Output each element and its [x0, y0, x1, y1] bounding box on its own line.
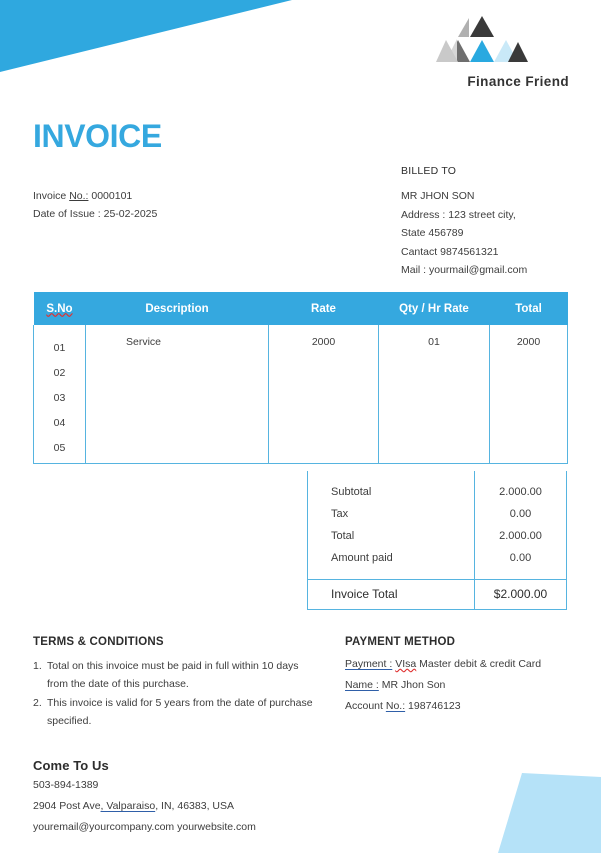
tax-label: Tax: [308, 503, 475, 525]
payment-method-heading: PAYMENT METHOD: [345, 636, 456, 648]
serial-number: 01: [53, 342, 66, 354]
company-address-line: [33, 797, 363, 815]
brand-logo: [394, 14, 569, 89]
come-to-us-heading: Come To Us: [33, 758, 109, 773]
invoice-total-value: $2.000.00: [475, 579, 567, 609]
terms-item-number: 1.: [33, 660, 42, 672]
date-of-issue-value: 25-02-2025: [103, 208, 158, 220]
invoice-number-line: [33, 187, 157, 205]
company-address-city: , Valparaiso: [100, 800, 156, 812]
company-email: youremail@yourcompany.com: [33, 821, 175, 833]
cell-serial-numbers: [34, 325, 86, 463]
payment-name-label: Name :: [345, 679, 379, 691]
totals-row-total: [308, 525, 567, 547]
invoice-number-prefix: Invoice: [33, 190, 70, 202]
table-row: [34, 325, 568, 463]
line-items-table: [33, 292, 568, 464]
invoice-number-value: 0000101: [91, 190, 133, 202]
cell-rate: 2000: [269, 325, 379, 463]
amount-paid-value: 0.00: [475, 547, 567, 579]
column-header-sno: S.No: [34, 292, 86, 325]
payment-account-prefix: Account: [345, 700, 386, 712]
payment-label: Payment :: [345, 658, 393, 670]
payment-rest: Master debit & credit Card: [419, 658, 542, 670]
company-address-rest: , IN, 46383, USA: [155, 800, 234, 812]
payment-name-value: MR Jhon Son: [381, 679, 446, 691]
terms-item-text: Total on this invoice must be paid in full within 10 days from the date of this purchase.: [47, 660, 299, 690]
subtotal-value: 2.000.00: [475, 471, 567, 503]
invoice-total-label: Invoice Total: [308, 579, 475, 609]
company-website: yourwebsite.com: [177, 821, 256, 833]
totals-row-invoice-total: [308, 579, 567, 609]
company-address-prefix: 2904 Post Ave: [33, 800, 101, 812]
cell-total: 2000: [490, 325, 568, 463]
totals-row-tax: [308, 503, 567, 525]
billed-to-block: [401, 165, 527, 280]
serial-number: 03: [53, 392, 66, 404]
serial-number: 04: [53, 417, 66, 429]
column-header-description: Description: [86, 292, 269, 325]
billed-to-name: MR JHON SON: [401, 190, 475, 202]
company-phone: 503-894-1389: [33, 779, 99, 791]
billed-to-state: State 456789: [401, 227, 464, 239]
column-header-rate: Rate: [269, 292, 379, 325]
column-header-total: Total: [490, 292, 568, 325]
billed-to-mail: Mail : yourmail@gmail.com: [401, 264, 528, 276]
date-of-issue-label: Date of Issue :: [33, 208, 101, 220]
totals-table: [307, 471, 567, 610]
payment-method-block: [345, 636, 595, 716]
payment-account-value: 198746123: [408, 700, 461, 712]
payment-type-line: [345, 655, 595, 674]
cell-qty: 01: [379, 325, 490, 463]
total-label: Total: [308, 525, 475, 547]
decorative-bottom-right-shape: [485, 773, 601, 853]
serial-number: 02: [53, 367, 66, 379]
billed-to-contact: Cantact 9874561321: [401, 245, 499, 258]
decorative-top-left-wedge: [0, 0, 292, 72]
serial-number: 05: [53, 442, 66, 454]
company-contact-line: [33, 818, 363, 836]
billed-to-address: Address : 123 street city,: [401, 208, 516, 221]
terms-item-text: This invoice is valid for 5 years from the date of purchase specified.: [47, 697, 313, 727]
brand-name: Finance Friend: [467, 74, 569, 89]
page-title: INVOICE: [33, 118, 162, 154]
totals-row-subtotal: [308, 471, 567, 503]
invoice-number-label: No.:: [69, 190, 89, 202]
payment-brand: VIsa: [395, 658, 417, 670]
tax-value: 0.00: [475, 503, 567, 525]
payment-account-line: [345, 697, 595, 716]
total-value: 2.000.00: [475, 525, 567, 547]
payment-account-label: No.:: [385, 700, 406, 712]
triangle-logo-icon: [436, 14, 528, 66]
date-of-issue-line: [33, 205, 157, 223]
terms-item-number: 2.: [33, 697, 42, 709]
cell-description: Service: [86, 325, 269, 463]
billed-to-heading: BILLED TO: [401, 165, 457, 177]
come-to-us-block: [33, 758, 363, 836]
terms-heading: TERMS & CONDITIONS: [33, 636, 164, 648]
invoice-meta: [33, 187, 157, 223]
table-header-row: [34, 292, 568, 325]
column-header-qty: Qty / Hr Rate: [379, 292, 490, 325]
subtotal-label: Subtotal: [308, 471, 475, 503]
totals-row-amount-paid: [308, 547, 567, 579]
amount-paid-label: Amount paid: [308, 547, 475, 579]
terms-and-conditions-block: [33, 636, 315, 731]
terms-item: [33, 694, 315, 730]
terms-item: [33, 657, 315, 693]
payment-name-line: [345, 676, 595, 695]
